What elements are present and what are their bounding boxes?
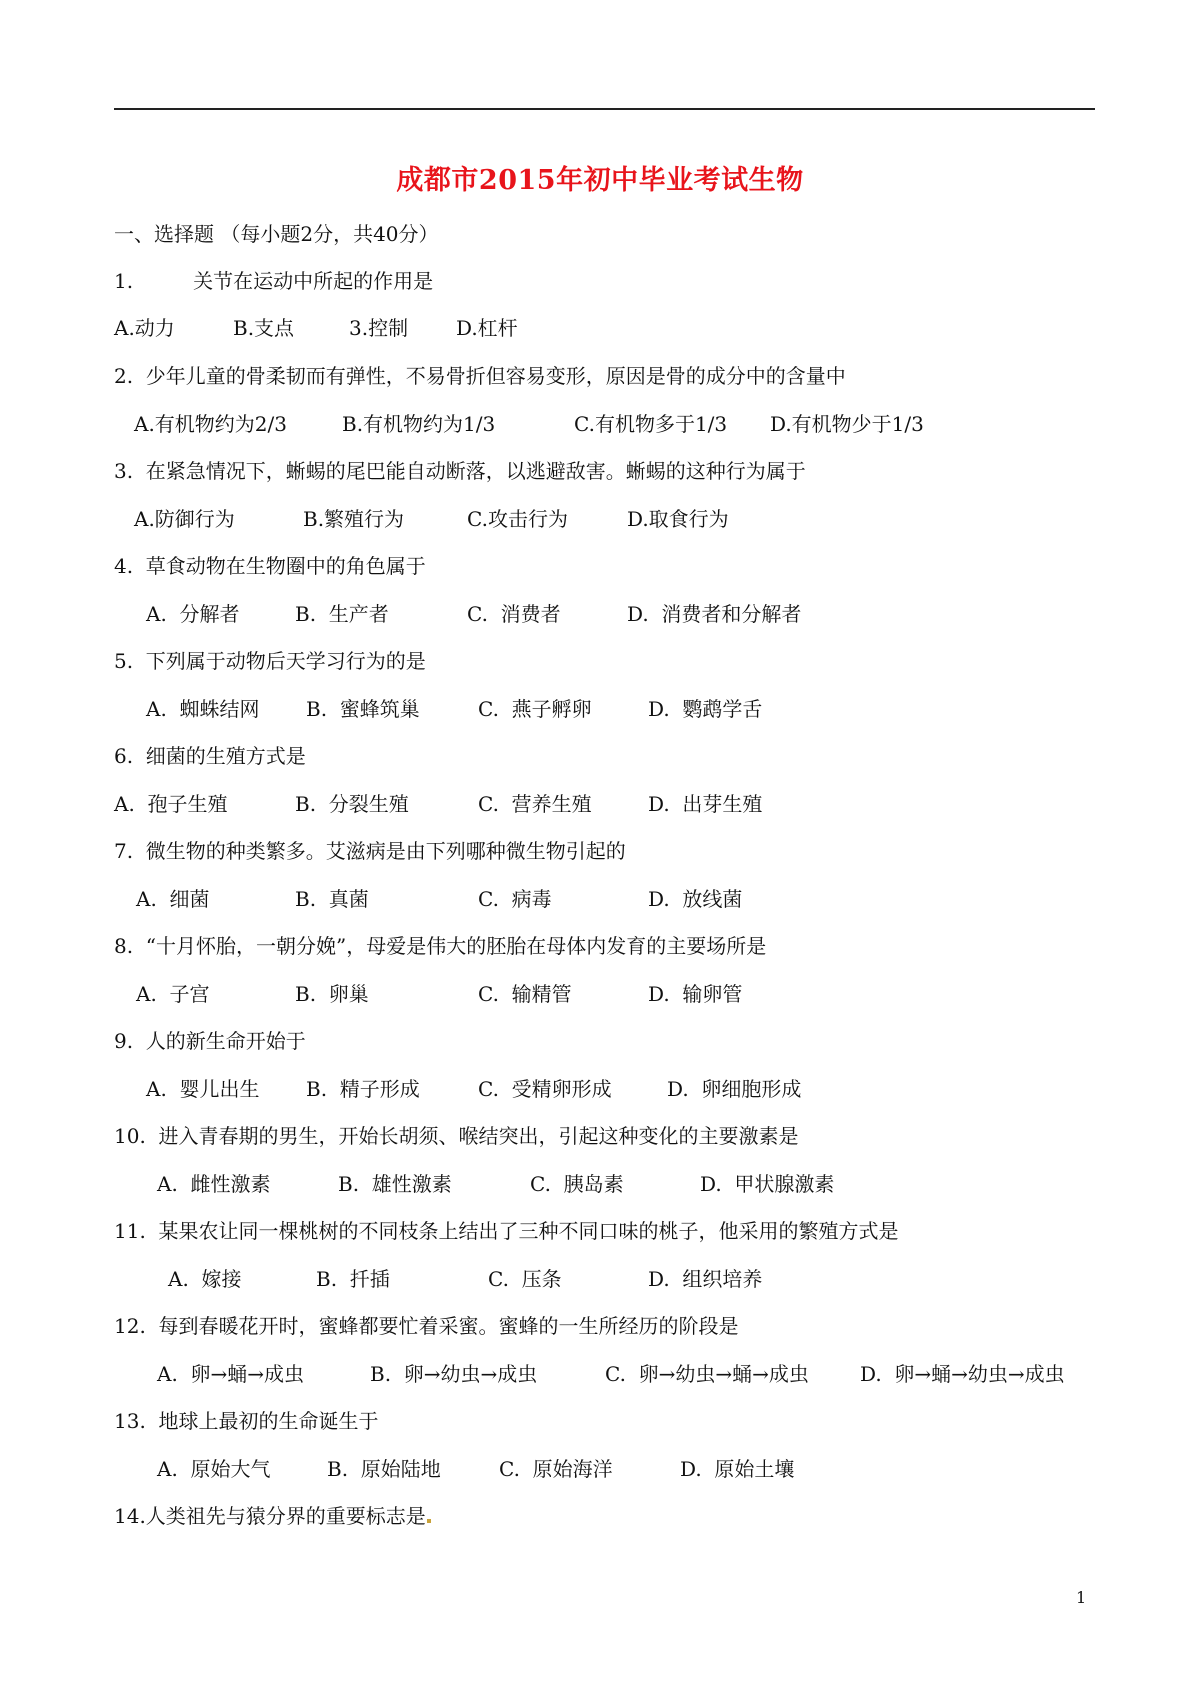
option-b: B.支点 xyxy=(233,316,295,340)
option-b: B. 卵巢 xyxy=(295,982,369,1006)
question-14-stem: 14.人类祖先与猿分界的重要标志是 xyxy=(114,1504,426,1528)
option-a: A. 雌性激素 xyxy=(157,1172,271,1196)
option-b: B.繁殖行为 xyxy=(303,507,405,531)
option-a: A. 孢子生殖 xyxy=(114,792,228,816)
question-13-stem: 13. 地球上最初的生命诞生于 xyxy=(114,1409,379,1433)
option-d: D. 卵→蛹→幼虫→成虫 xyxy=(860,1362,1065,1386)
option-c: C. 消费者 xyxy=(467,602,561,626)
option-a: A. 卵→蛹→成虫 xyxy=(157,1362,305,1386)
option-b: B. 卵→幼虫→成虫 xyxy=(370,1362,538,1386)
option-a: A. 子宫 xyxy=(136,982,210,1006)
option-c: C.有机物多于1/3 xyxy=(574,412,728,436)
option-c: C. 燕子孵卵 xyxy=(478,697,592,721)
option-c: C. 受精卵形成 xyxy=(478,1077,612,1101)
option-d: D.取食行为 xyxy=(627,507,729,531)
option-c: C. 病毒 xyxy=(478,887,552,911)
question-11-stem: 11. 某果农让同一棵桃树的不同枝条上结出了三种不同口味的桃子，他采用的繁殖方式是 xyxy=(114,1219,899,1243)
question-6-stem: 6. 细菌的生殖方式是 xyxy=(114,744,306,768)
option-a: A. 婴儿出生 xyxy=(146,1077,260,1101)
option-d: D. 甲状腺激素 xyxy=(700,1172,835,1196)
option-d: D.有机物少于1/3 xyxy=(770,412,924,436)
option-c: C. 营养生殖 xyxy=(478,792,592,816)
option-b: B. 蜜蜂筑巢 xyxy=(306,697,420,721)
option-c: C.攻击行为 xyxy=(467,507,568,531)
option-b: B. 雄性激素 xyxy=(338,1172,452,1196)
question-10-stem: 10. 进入青春期的男生，开始长胡须、喉结突出，引起这种变化的主要激素是 xyxy=(114,1124,799,1148)
header-rule xyxy=(114,108,1095,110)
option-c: C. 压条 xyxy=(488,1267,562,1291)
option-a: A. 细菌 xyxy=(136,887,210,911)
option-a: A. 嫁接 xyxy=(168,1267,242,1291)
page-number: 1 xyxy=(1076,1588,1087,1607)
option-c: C. 原始海洋 xyxy=(499,1457,613,1481)
option-b: B.有机物约为1/3 xyxy=(342,412,496,436)
option-c: 3.控制 xyxy=(349,316,409,340)
option-a: A. 蜘蛛结网 xyxy=(146,697,260,721)
page-title: 成都市2015年初中毕业考试生物 xyxy=(396,165,804,196)
stray-mark xyxy=(427,1519,431,1523)
option-d: D. 出芽生殖 xyxy=(648,792,763,816)
option-a: A.防御行为 xyxy=(134,507,235,531)
option-d: D. 原始土壤 xyxy=(680,1457,795,1481)
option-d: D. 鹦鹉学舌 xyxy=(648,697,763,721)
option-d: D.杠杆 xyxy=(456,316,518,340)
option-b: B. 生产者 xyxy=(295,602,389,626)
question-4-stem: 4. 草食动物在生物圈中的角色属于 xyxy=(114,554,426,578)
option-d: D. 消费者和分解者 xyxy=(627,602,802,626)
option-b: B. 分裂生殖 xyxy=(295,792,409,816)
question-3-stem: 3. 在紧急情况下，蜥蜴的尾巴能自动断落，以逃避敌害。蜥蜴的这种行为属于 xyxy=(114,459,806,483)
option-a: A. 分解者 xyxy=(146,602,240,626)
option-a: A.动力 xyxy=(114,316,175,340)
option-c: C. 卵→幼虫→蛹→成虫 xyxy=(605,1362,809,1386)
option-c: C. 输精管 xyxy=(478,982,572,1006)
question-12-stem: 12. 每到春暖花开时，蜜蜂都要忙着采蜜。蜜蜂的一生所经历的阶段是 xyxy=(114,1314,739,1338)
option-b: B. 原始陆地 xyxy=(327,1457,441,1481)
question-8-stem: 8. “十月怀胎，一朝分娩”，母爱是伟大的胚胎在母体内发育的主要场所是 xyxy=(114,934,767,958)
option-d: D. 组织培养 xyxy=(648,1267,763,1291)
option-b: B. 精子形成 xyxy=(306,1077,420,1101)
option-c: C. 胰岛素 xyxy=(530,1172,624,1196)
option-d: D. 放线菌 xyxy=(648,887,743,911)
question-2-stem: 2. 少年儿童的骨柔韧而有弹性，不易骨折但容易变形，原因是骨的成分中的含量中 xyxy=(114,364,846,388)
option-b: B. 扦插 xyxy=(316,1267,390,1291)
question-5-stem: 5. 下列属于动物后天学习行为的是 xyxy=(114,649,426,673)
option-a: A.有机物约为2/3 xyxy=(134,412,287,436)
option-a: A. 原始大气 xyxy=(157,1457,271,1481)
option-d: D. 输卵管 xyxy=(648,982,743,1006)
option-d: D. 卵细胞形成 xyxy=(667,1077,802,1101)
option-b: B. 真菌 xyxy=(295,887,369,911)
question-14-line xyxy=(114,1503,431,1529)
question-1-stem: 1. 关节在运动中所起的作用是 xyxy=(114,269,434,293)
question-9-stem: 9. 人的新生命开始于 xyxy=(114,1029,306,1053)
question-7-stem: 7. 微生物的种类繁多。艾滋病是由下列哪种微生物引起的 xyxy=(114,839,626,863)
section-heading: 一、选择题 （每小题2分，共40分） xyxy=(114,222,439,246)
